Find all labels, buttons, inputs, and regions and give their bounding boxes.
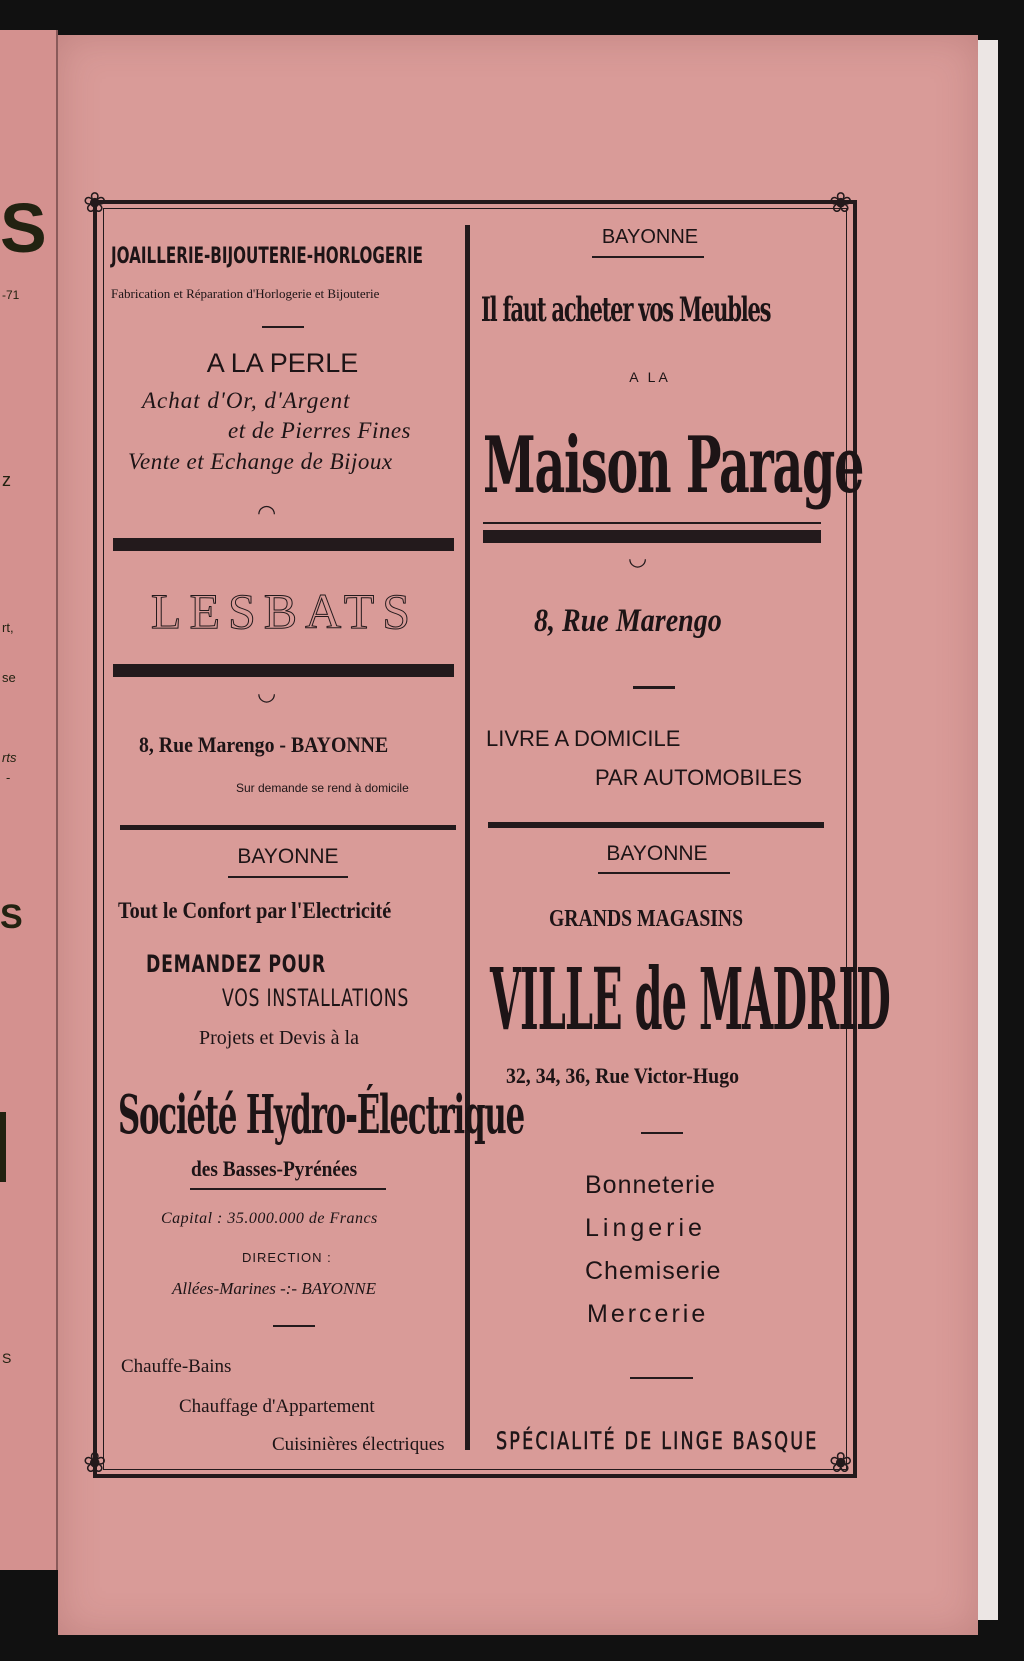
- electric-service3: Cuisinières électriques: [272, 1434, 445, 1455]
- electric-company: Société Hydro-Électrique: [118, 1084, 524, 1146]
- corner-ornament-top-left: ❀: [83, 188, 107, 219]
- furniture-shop-name: Maison Parage: [483, 420, 864, 511]
- electric-service2: Chauffage d'Appartement: [179, 1396, 375, 1417]
- store-item4: Mercerie: [587, 1300, 709, 1328]
- store-kind: GRANDS MAGASINS: [549, 906, 744, 932]
- furniture-bar: [483, 530, 821, 543]
- electric-region: des Basses-Pyrénées: [191, 1156, 358, 1181]
- furniture-city: BAYONNE: [601, 226, 699, 248]
- electric-city-underline: [228, 876, 348, 878]
- electric-ask1: DEMANDEZ POUR: [146, 950, 326, 978]
- left-fragment-5: se: [2, 670, 16, 685]
- jewelry-address: 8, Rue Marengo - BAYONNE: [139, 732, 389, 757]
- store-city-underline: [598, 872, 730, 874]
- left-page-fragment: [0, 30, 58, 1570]
- corner-ornament-bottom-left: ❀: [83, 1448, 107, 1479]
- store-rule-top: [641, 1132, 683, 1134]
- furniture-connector: A LA: [629, 369, 671, 385]
- furniture-ornament: ◡: [628, 545, 650, 570]
- furniture-rule: [633, 686, 675, 689]
- jewelry-line2: et de Pierres Fines: [228, 418, 412, 443]
- left-fragment-1: S: [0, 189, 47, 267]
- jewelry-note: Sur demande se rend à domicile: [236, 781, 409, 795]
- electric-service1: Chauffe-Bains: [121, 1356, 232, 1377]
- electric-projects: Projets et Devis à la: [199, 1027, 359, 1049]
- store-city: BAYONNE: [606, 842, 708, 865]
- jewelry-ornament-top: ◠: [257, 500, 279, 525]
- left-fragment-2: -71: [2, 288, 20, 302]
- store-rule-bottom: [630, 1377, 693, 1379]
- separator-left: [120, 825, 456, 830]
- store-address: 32, 34, 36, Rue Victor-Hugo: [506, 1063, 740, 1088]
- corner-ornament-top-right: ❀: [829, 188, 853, 219]
- jewelry-owner: LESBATS: [150, 583, 419, 639]
- jewelry-trade: JOAILLERIE-BIJOUTERIE-HORLOGERIE: [111, 244, 423, 269]
- jewelry-rule: [262, 326, 304, 328]
- electric-capital: Capital : 35.000.000 de Francs: [161, 1210, 378, 1227]
- furniture-address: 8, Rue Marengo: [534, 603, 722, 639]
- furniture-city-underline: [592, 256, 704, 258]
- jewelry-line3: Vente et Echange de Bijoux: [128, 449, 393, 474]
- furniture-rule-thin: [483, 522, 821, 524]
- left-fragment-6: rts: [2, 750, 17, 765]
- electric-direction: DIRECTION :: [242, 1250, 332, 1265]
- column-divider: [465, 225, 470, 1450]
- jewelry-ornament-bottom: ◡: [257, 680, 279, 705]
- electric-ask2: VOS INSTALLATIONS: [222, 984, 410, 1012]
- store-name: VILLE de MADRID: [490, 950, 890, 1050]
- store-item1: Bonneterie: [585, 1171, 716, 1199]
- left-fragment-bar: [0, 1112, 6, 1182]
- page-edge: [978, 40, 998, 1620]
- furniture-headline: Il faut acheter vos Meubles: [481, 290, 771, 330]
- corner-ornament-bottom-right: ❀: [829, 1448, 853, 1479]
- jewelry-line1: Achat d'Or, d'Argent: [142, 388, 351, 413]
- electric-headline: Tout le Confort par l'Electricité: [118, 898, 392, 923]
- store-speciality: SPÉCIALITÉ DE LINGE BASQUE: [496, 1427, 819, 1455]
- electric-location: Allées-Marines -:- BAYONNE: [172, 1279, 376, 1298]
- left-fragment-3: z: [2, 470, 11, 490]
- left-fragment-9: S: [2, 1350, 12, 1366]
- furniture-delivery2: PAR AUTOMOBILES: [595, 765, 803, 790]
- store-item2: Lingerie: [585, 1214, 706, 1242]
- store-item3: Chemiserie: [585, 1257, 722, 1285]
- electric-rule: [273, 1325, 315, 1327]
- jewelry-shop-name: A LA PERLE: [206, 348, 359, 378]
- electric-region-underline: [190, 1188, 386, 1190]
- jewelry-bar-top: [113, 538, 454, 551]
- jewelry-bar-bottom: [113, 664, 454, 677]
- electric-city: BAYONNE: [237, 845, 339, 868]
- left-fragment-8: S: [0, 898, 23, 936]
- left-fragment-4: rt,: [2, 620, 14, 635]
- separator-right: [488, 822, 824, 828]
- left-fragment-7: -: [6, 770, 11, 785]
- jewelry-subtitle: Fabrication et Réparation d'Horlogerie et Bijouterie: [111, 286, 380, 301]
- furniture-delivery1: LIVRE A DOMICILE: [486, 726, 681, 751]
